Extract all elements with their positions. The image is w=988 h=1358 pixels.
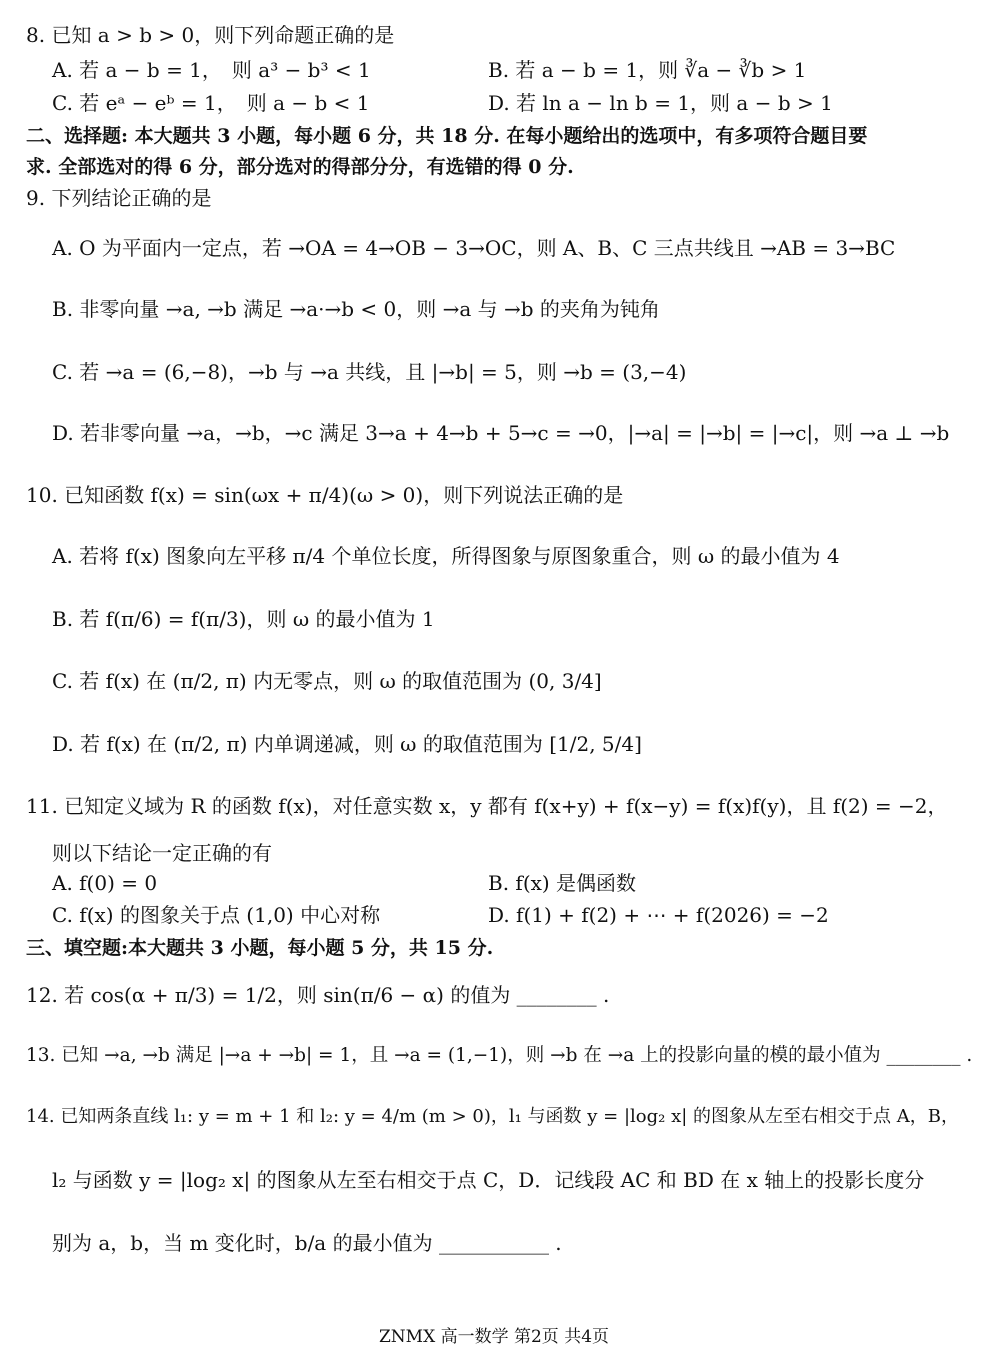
q8-stem: 8. 已知 a > b > 0，则下列命题正确的是 [26, 23, 395, 47]
q11-stem: 11. 已知定义域为 R 的函数 f(x)，对任意实数 x，y 都有 f(x+y) + f(x−y) = f(x)f(y)，且 f(2) = −2， [26, 794, 948, 818]
q9-option-d: D. 若非零向量 →a，→b，→c 满足 3→a + 4→b + 5→c = →0，|→a| = |→b| = |→c|，则 →a ⊥ →b [52, 421, 950, 445]
page-footer: ZNMX 高一数学 第2页 共4页 [378, 1327, 610, 1347]
q8-option-c: C. 若 eᵃ − eᵇ = 1， 则 a − b < 1 [52, 91, 370, 115]
section-2-line-1: 二、选择题: 本大题共 3 小题，每小题 6 分，共 18 分. 在每小题给出的选项中，有多项符合题目要 [26, 125, 868, 147]
q8-option-b: B. 若 a − b = 1，则 ∛a − ∛b > 1 [488, 58, 807, 82]
q10-option-a: A. 若将 f(x) 图象向左平移 π/4 个单位长度，所得图象与原图象重合，则 ω 的最小值为 4 [52, 544, 840, 568]
q14-line-3: 别为 a，b，当 m 变化时，b/a 的最小值为 ___________ . [52, 1231, 562, 1255]
question-13: 13. 已知 →a, →b 满足 |→a + →b| = 1，且 →a = (1,−1)，则 →b 在 →a 上的投影向量的模的最小值为 ________ . [26, 1045, 973, 1066]
q8-option-d: D. 若 ln a − ln b = 1，则 a − b > 1 [488, 91, 833, 115]
q9-option-a: A. O 为平面内一定点，若 →OA = 4→OB − 3→OC，则 A、B、C 三点共线且 →AB = 3→BC [52, 236, 896, 260]
q10-option-b: B. 若 f(π/6) = f(π/3)，则 ω 的最小值为 1 [52, 607, 435, 631]
q8-option-a: A. 若 a − b = 1， 则 a³ − b³ < 1 [52, 58, 371, 82]
section-3-title: 三、填空题:本大题共 3 小题，每小题 5 分，共 15 分. [26, 937, 494, 959]
section-2-line-2: 求. 全部选对的得 6 分，部分选对的得部分分，有选错的得 0 分. [26, 156, 574, 178]
q11-stem-2: 则以下结论一定正确的有 [52, 841, 272, 865]
q11-option-c: C. f(x) 的图象关于点 (1,0) 中心对称 [52, 903, 381, 927]
q14-line-2: l₂ 与函数 y = |log₂ x| 的图象从左至右相交于点 C，D．记线段 AC 和 BD 在 x 轴上的投影长度分 [52, 1168, 925, 1192]
question-12: 12. 若 cos(α + π/3) = 1/2，则 sin(π/6 − α) 的值为 ________ . [26, 983, 610, 1007]
q11-option-d: D. f(1) + f(2) + ⋯ + f(2026) = −2 [488, 903, 829, 927]
q11-option-a: A. f(0) = 0 [52, 871, 158, 895]
q9-option-c: C. 若 →a = (6,−8)，→b 与 →a 共线，且 |→b| = 5，则 →b = (3,−4) [52, 360, 687, 384]
q10-option-c: C. 若 f(x) 在 (π/2, π) 内无零点，则 ω 的取值范围为 (0, 3/4] [52, 669, 602, 693]
q9-option-b: B. 非零向量 →a, →b 满足 →a·→b < 0，则 →a 与 →b 的夹角为钝角 [52, 297, 660, 321]
q9-stem: 9. 下列结论正确的是 [26, 186, 212, 210]
q14-line-1: 14. 已知两条直线 l₁: y = m + 1 和 l₂: y = 4/m (m > 0)，l₁ 与函数 y = |log₂ x| 的图象从左至右相交于点 A，B， [26, 1106, 959, 1127]
q10-option-d: D. 若 f(x) 在 (π/2, π) 内单调递减，则 ω 的取值范围为 [1/2, 5/4] [52, 732, 642, 756]
q10-stem: 10. 已知函数 f(x) = sin(ωx + π/4)(ω > 0)，则下列说法正确的是 [26, 483, 624, 507]
q11-option-b: B. f(x) 是偶函数 [488, 871, 637, 895]
